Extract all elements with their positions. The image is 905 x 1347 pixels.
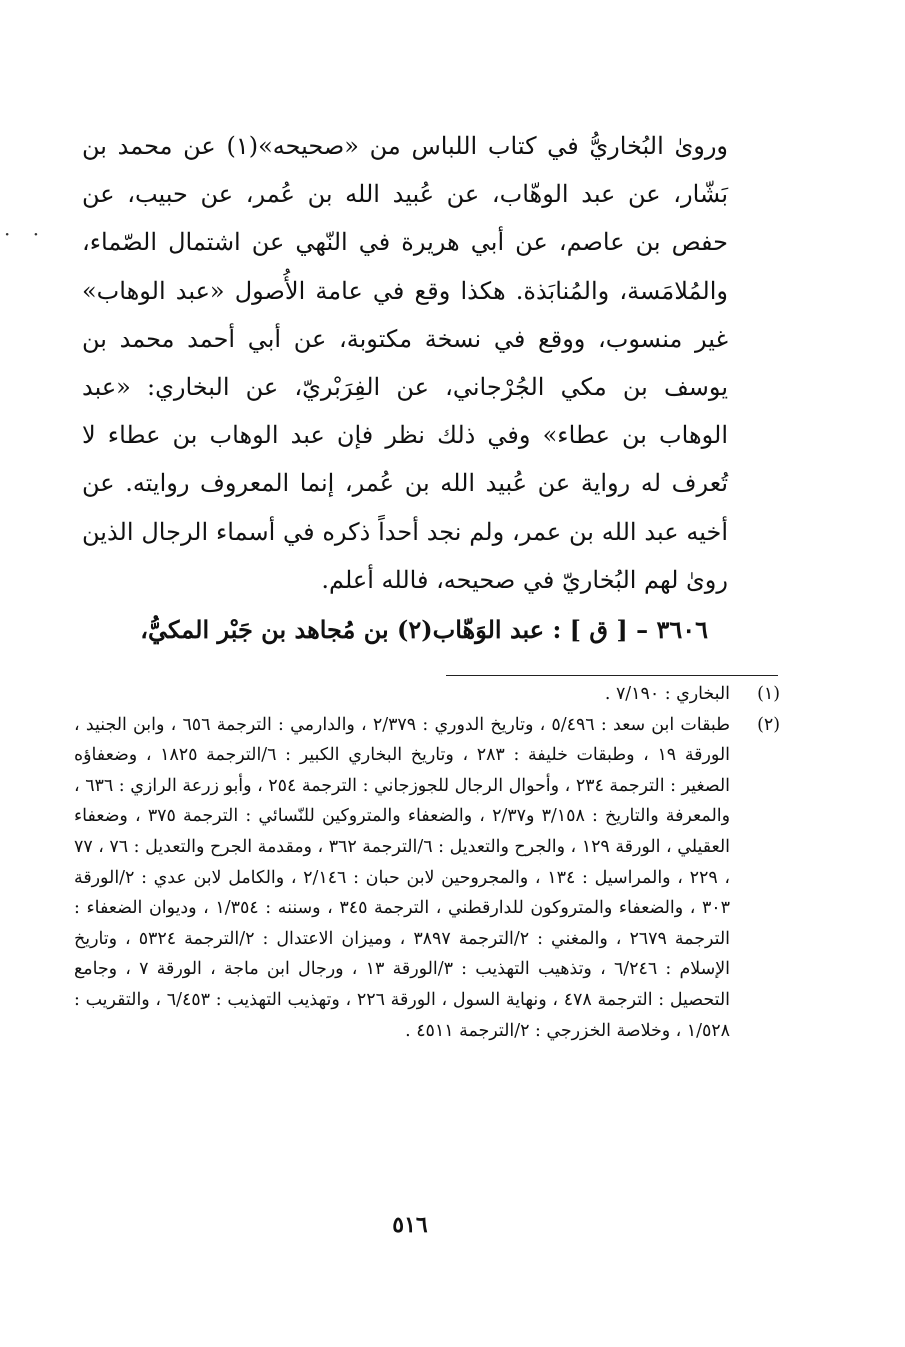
footnote-text: البخاري : ٧/١٩٠ . <box>604 684 730 704</box>
footnote-number: (١) <box>757 684 780 704</box>
page-number: ٥١٦ <box>392 1212 428 1238</box>
margin-dots: · · <box>4 222 48 246</box>
footnote-separator <box>446 675 778 676</box>
main-text-body <box>82 122 728 654</box>
footnotes <box>74 679 780 1046</box>
footnote-text: طبقات ابن سعد : ٥/٤٩٦ ، وتاريخ الدوري : ٢/٣٧٩ ، والدارمي : الترجمة ٦٥٦ ، وابن الجنيد ، الورقة ١٩ ، وطبقات خليفة : ٢٨٣ ، وتاريخ البخاري الكبير : ٦/الترجمة ١٨٢٥ ، وضعفاؤه الصغير : الترجمة ٢٣٤ ، وأحوال الرجال للجوزجاني : الترجمة ٢٥٤ ، وأبو زرعة الرازي : ٦٣٦ ، والمعرفة والتاريخ : ٣/١٥٨ و٢/٣٧ ، والضعفاء والمتروكين للنّسائي : الترجمة ٣٧٥ ، وضعفاء العقيلي ، الورقة ١٢٩ ، والجرح والتعديل : ٦/الترجمة ٣٦٢ ، ومقدمة الجرح والتعديل : ٧٦ ، ٧٧ ، ٢٢٩ ، والمراسيل : ١٣٤ ، والمجروحين لابن حبان : ٢/١٤٦ ، والكامل لابن عدي : ٢/الورقة ٣٠٣ ، والضعفاء والمتروكون للدارقطني ، الترجمة ٣٤٥ ، وسننه : ١/٣٥٤ ، وديوان الضعفاء : الترجمة ٢٦٧٩ ، والمغني : ٢/الترجمة ٣٨٩٧ ، وميزان الاعتدال : ٢/الترجمة ٥٣٢٤ ، وتاريخ الإسلام : ٦/٢٤٦ ، وتذهيب التهذيب : ٣/الورقة ١٣ ، ورجال ابن ماجة ، الورقة ٧ ، وجامع التحصيل : الترجمة ٤٧٨ ، ونهاية السول ، الورقة ٢٢٦ ، وتهذيب التهذيب : ٦/٤٥٣ ، والتقريب : ١/٥٢٨ ، وخلاصة الخزرجي : ٢/الترجمة ٤٥١١ . <box>74 714 731 1041</box>
biography-entry-heading: ٣٦٠٦ – [ ق ] : عبد الوَهّاب(٢) بن مُجاهد بن جَبْر المكيُّ، <box>140 615 708 645</box>
footnote <box>74 710 780 1047</box>
footnote <box>74 679 780 710</box>
footnote-number: (٢) <box>757 714 780 735</box>
main-paragraph: ورویٰ البُخاريُّ في كتاب اللباس من «صحيحه»(١) عن محمد بن بَشّار، عن عبد الوهّاب، عن عُبيد الله بن عُمر، عن حبيب، عن حفص بن عاصم، عن أبي هريرة في النّهي عن اشتمال الصّماء، والمُلامَسة، والمُنابَذة. هكذا وقع في عامة الأُصول «عبد الوهاب» غير منسوب، ووقع في نسخة مكتوبة، عن أبي أحمد محمد بن يوسف بن مكي الجُرْجاني، عن الفِرَبْريّ، عن البخاري: «عبد الوهاب بن عطاء» وفي ذلك نظر فإن عبد الوهاب بن عطاء لا تُعرف له رواية عن عُبيد الله بن عُمر، إنما المعروف روايته. عن أخيه عبد الله بن عمر، ولم نجد أحداً ذكره في أسماء الرجال الذين رویٰ لهم البُخاريّ في صحيحه، فالله أعلم. <box>82 132 729 594</box>
